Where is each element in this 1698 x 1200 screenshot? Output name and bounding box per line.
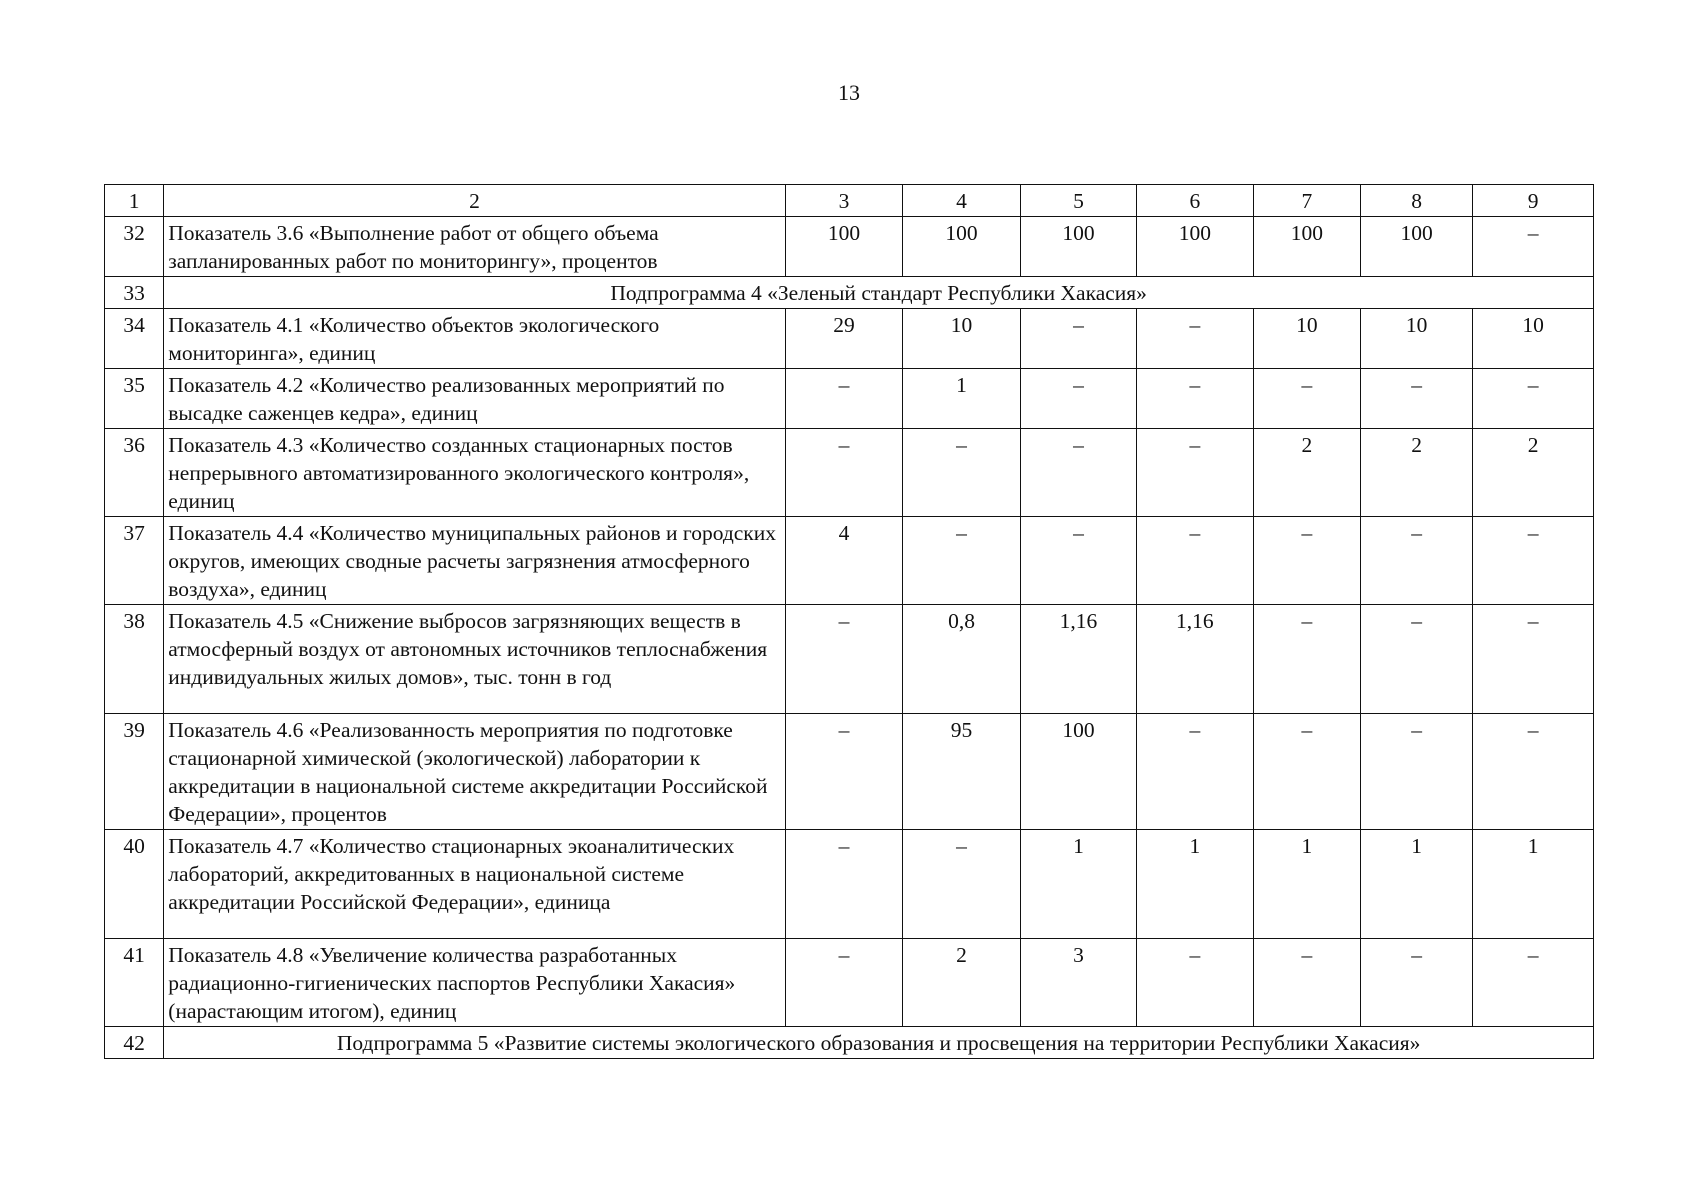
indicators-table: [104, 184, 1594, 1059]
value-cell: –: [903, 830, 1020, 939]
header-cell: 3: [785, 185, 902, 217]
value-cell: 100: [1361, 217, 1473, 277]
value-cell: –: [1137, 369, 1253, 429]
value-cell: 29: [785, 309, 902, 369]
value-cell: –: [1137, 309, 1253, 369]
value-cell: 2: [1473, 429, 1594, 517]
header-cell: 1: [105, 185, 164, 217]
value-cell: 2: [1253, 429, 1361, 517]
table-row: [105, 714, 1594, 830]
header-cell: 2: [164, 185, 786, 217]
value-cell: 1,16: [1020, 605, 1136, 714]
value-cell: –: [1361, 714, 1473, 830]
row-number: 32: [105, 217, 164, 277]
value-cell: –: [785, 369, 902, 429]
value-cell: –: [1361, 369, 1473, 429]
value-cell: 3: [1020, 939, 1136, 1027]
value-cell: 100: [1253, 217, 1361, 277]
value-cell: –: [1137, 517, 1253, 605]
indicator-description: Показатель 4.5 «Снижение выбросов загрязняющих веществ в атмосферный воздух от автономных источников теплоснабжения индивидуальных жилых домов», тыс. тонн в год: [164, 605, 786, 714]
header-cell: 7: [1253, 185, 1361, 217]
value-cell: –: [1473, 369, 1594, 429]
value-cell: –: [1253, 517, 1361, 605]
value-cell: –: [785, 830, 902, 939]
value-cell: –: [1473, 517, 1594, 605]
value-cell: –: [1253, 939, 1361, 1027]
value-cell: –: [1473, 217, 1594, 277]
value-cell: –: [1253, 714, 1361, 830]
row-number: 35: [105, 369, 164, 429]
value-cell: 1: [1253, 830, 1361, 939]
value-cell: 1: [1473, 830, 1594, 939]
row-number: 34: [105, 309, 164, 369]
row-number: 38: [105, 605, 164, 714]
value-cell: 100: [785, 217, 902, 277]
value-cell: –: [785, 429, 902, 517]
indicator-description: Показатель 4.1 «Количество объектов экологического мониторинга», единиц: [164, 309, 786, 369]
value-cell: –: [1137, 429, 1253, 517]
table-row: [105, 830, 1594, 939]
value-cell: –: [1473, 714, 1594, 830]
header-cell: 6: [1137, 185, 1253, 217]
row-number: 33: [105, 277, 164, 309]
value-cell: 100: [1020, 217, 1136, 277]
value-cell: 2: [903, 939, 1020, 1027]
value-cell: 10: [903, 309, 1020, 369]
table-row: [105, 369, 1594, 429]
subprogram-title: Подпрограмма 4 «Зеленый стандарт Республики Хакасия»: [164, 277, 1594, 309]
value-cell: 1,16: [1137, 605, 1253, 714]
value-cell: –: [1137, 714, 1253, 830]
value-cell: 1: [1137, 830, 1253, 939]
indicator-description: Показатель 4.3 «Количество созданных стационарных постов непрерывного автоматизированного экологического контроля», единиц: [164, 429, 786, 517]
page-number: 13: [838, 80, 860, 105]
row-number: 36: [105, 429, 164, 517]
value-cell: 1: [1361, 830, 1473, 939]
value-cell: 4: [785, 517, 902, 605]
value-cell: 1: [1020, 830, 1136, 939]
subprogram-row: [105, 1027, 1594, 1059]
value-cell: 2: [1361, 429, 1473, 517]
value-cell: –: [903, 517, 1020, 605]
value-cell: –: [1020, 517, 1136, 605]
value-cell: –: [1137, 939, 1253, 1027]
value-cell: 95: [903, 714, 1020, 830]
value-cell: –: [1473, 605, 1594, 714]
value-cell: –: [1361, 939, 1473, 1027]
indicator-description: Показатель 4.4 «Количество муниципальных районов и городских округов, имеющих сводные расчеты загрязнения атмосферного воздуха», единиц: [164, 517, 786, 605]
table-row: [105, 429, 1594, 517]
row-number: 41: [105, 939, 164, 1027]
row-number: 42: [105, 1027, 164, 1059]
value-cell: –: [1020, 309, 1136, 369]
subprogram-title: Подпрограмма 5 «Развитие системы экологического образования и просвещения на территории Республики Хакасия»: [164, 1027, 1594, 1059]
table-row: [105, 217, 1594, 277]
value-cell: –: [1020, 429, 1136, 517]
value-cell: –: [785, 605, 902, 714]
value-cell: 1: [903, 369, 1020, 429]
table-row: [105, 605, 1594, 714]
value-cell: –: [1253, 369, 1361, 429]
value-cell: 10: [1361, 309, 1473, 369]
value-cell: 100: [1020, 714, 1136, 830]
header-cell: 8: [1361, 185, 1473, 217]
indicator-description: Показатель 4.2 «Количество реализованных мероприятий по высадке саженцев кедра», единиц: [164, 369, 786, 429]
header-cell: 4: [903, 185, 1020, 217]
indicator-description: Показатель 4.6 «Реализованность мероприятия по подготовке стационарной химической (экологической) лаборатории к аккредитации в национальной системе аккредитации Российской Федерации», процентов: [164, 714, 786, 830]
subprogram-row: [105, 277, 1594, 309]
value-cell: –: [903, 429, 1020, 517]
header-cell: 5: [1020, 185, 1136, 217]
table-row: [105, 517, 1594, 605]
row-number: 40: [105, 830, 164, 939]
header-cell: 9: [1473, 185, 1594, 217]
table-header-row: [105, 185, 1594, 217]
table-row: [105, 309, 1594, 369]
row-number: 37: [105, 517, 164, 605]
indicator-description: Показатель 3.6 «Выполнение работ от общего объема запланированных работ по мониторингу», процентов: [164, 217, 786, 277]
value-cell: 100: [903, 217, 1020, 277]
value-cell: –: [785, 714, 902, 830]
value-cell: 0,8: [903, 605, 1020, 714]
indicator-description: Показатель 4.8 «Увеличение количества разработанных радиационно-гигиенических паспортов Республики Хакасия» (нарастающим итогом), единиц: [164, 939, 786, 1027]
value-cell: 10: [1473, 309, 1594, 369]
value-cell: –: [785, 939, 902, 1027]
table-row: [105, 939, 1594, 1027]
value-cell: 10: [1253, 309, 1361, 369]
value-cell: –: [1361, 517, 1473, 605]
value-cell: 100: [1137, 217, 1253, 277]
row-number: 39: [105, 714, 164, 830]
value-cell: –: [1253, 605, 1361, 714]
value-cell: –: [1473, 939, 1594, 1027]
value-cell: –: [1020, 369, 1136, 429]
table-body: [105, 185, 1594, 1059]
indicator-description: Показатель 4.7 «Количество стационарных экоаналитических лабораторий, аккредитованных в национальной системе аккредитации Российской Федерации», единица: [164, 830, 786, 939]
value-cell: –: [1361, 605, 1473, 714]
